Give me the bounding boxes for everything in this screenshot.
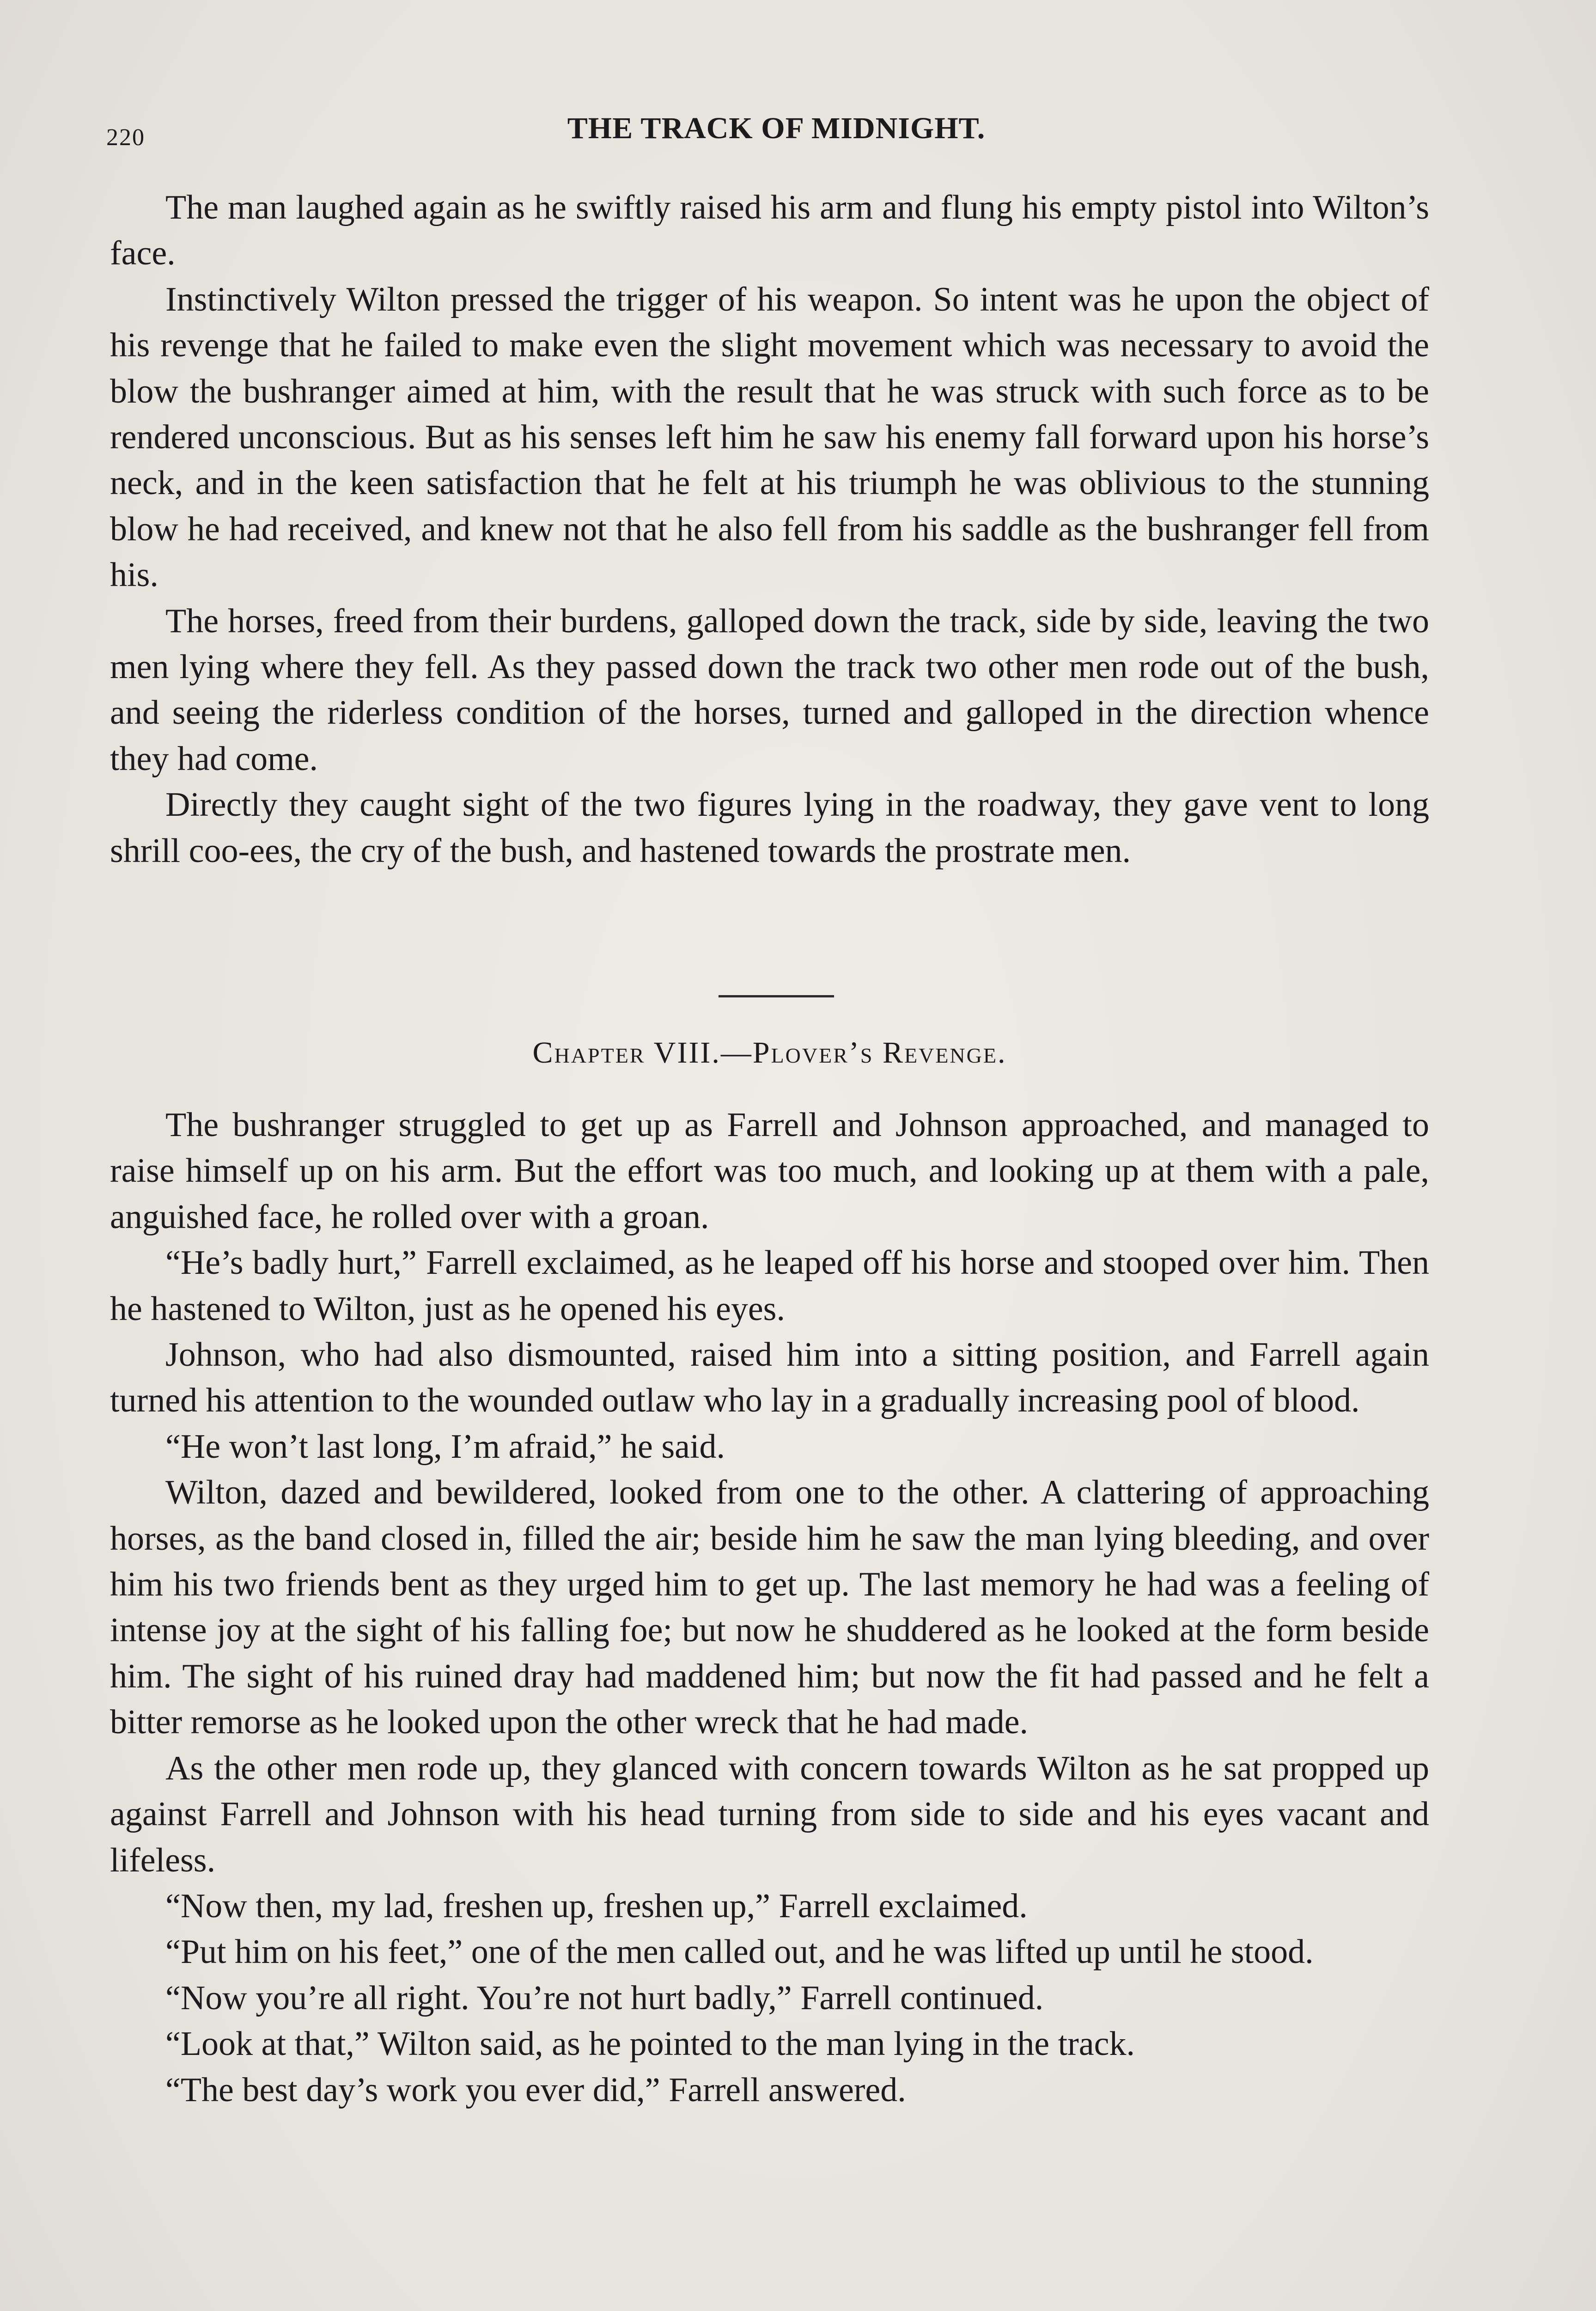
paragraph: “Look at that,” Wilton said, as he pointed to the man lying in the track. — [165, 2025, 1135, 2063]
section-two-text — [110, 1102, 1429, 2113]
paragraph: “Put him on his feet,” one of the men called out, and he was lifted up until he stood. — [165, 1933, 1314, 1971]
paragraph: Wilton, dazed and bewildered, looked from one to the other. A clattering of approaching horses, as the band closed in, filled the air; beside him he saw the man lying bleeding, and over him his two friends bent as they urged him to get up. The last memory he had was a feeling of intense joy at the sight of his falling foe; but now he shuddered as he looked at the form beside him. The sight of his ruined dray had maddened him; but now the fit had passed and he felt a bitter remorse as he looked upon the other wreck that he had made. — [110, 1473, 1429, 1742]
paragraph: The bushranger struggled to get up as Farrell and Johnson approached, and managed to raise himself up on his arm. But the effort was too much, and looking up at them with a pale, anguished face, he rolled over with a groan. — [110, 1106, 1429, 1236]
running-head: THE TRACK OF MIDNIGHT. — [567, 111, 986, 145]
section-one-text — [110, 185, 1429, 874]
paragraph: “The best day’s work you ever did,” Farrell answered. — [165, 2071, 906, 2109]
paragraph: The horses, freed from their burdens, galloped down the track, side by side, leaving the two men lying where they fell. As they passed down the track two other men rode out of the bush, and seeing the riderless condition of the horses, turned and galloped in the direction whence they had come. — [110, 602, 1429, 778]
paragraph: “Now you’re all right. You’re not hurt badly,” Farrell continued. — [165, 1979, 1044, 2017]
paragraph: “Now then, my lad, freshen up, freshen up,” Farrell exclaimed. — [165, 1887, 1028, 1925]
paragraph: Johnson, who had also dismounted, raised him into a sitting position, and Farrell again turned his attention to the wounded outlaw who lay in a gradually increasing pool of blood. — [110, 1336, 1429, 1420]
paragraph: Instinctively Wilton pressed the trigger of his weapon. So intent was he upon the object of his revenge that he failed to make even the slight movement which was necessary to avoid the blow the bushranger aimed at him, with the result that he was struck with such force as to be rendered unconscious. But as his senses left him he saw his enemy fall forward upon his horse’s neck, and in the keen satisfaction that he felt at his triumph he was oblivious to the stunning blow he had received, and knew not that he also fell from his saddle as the bushranger fell from his. — [110, 280, 1429, 594]
page-number: 220 — [106, 124, 145, 151]
chapter-heading: Chapter VIII.—Plover’s Revenge. — [532, 1036, 1007, 1070]
paragraph: “He’s badly hurt,” Farrell exclaimed, as he leaped off his horse and stooped over him. Then he hastened to Wilton, just as he opened his eyes. — [110, 1244, 1429, 1328]
section-divider — [719, 995, 834, 997]
paragraph: As the other men rode up, they glanced with concern towards Wilton as he sat propped up against Farrell and Johnson with his head turning from side to side and his eyes vacant and lifeless. — [110, 1749, 1429, 1879]
paragraph: “He won’t last long, I’m afraid,” he said. — [165, 1427, 725, 1466]
page-header — [106, 111, 1446, 157]
paragraph: The man laughed again as he swiftly raised his arm and flung his empty pistol into Wilton’s face. — [110, 189, 1429, 273]
paragraph: Directly they caught sight of the two figures lying in the roadway, they gave vent to long shrill coo-ees, the cry of the bush, and hastened towards the prostrate men. — [110, 786, 1429, 870]
